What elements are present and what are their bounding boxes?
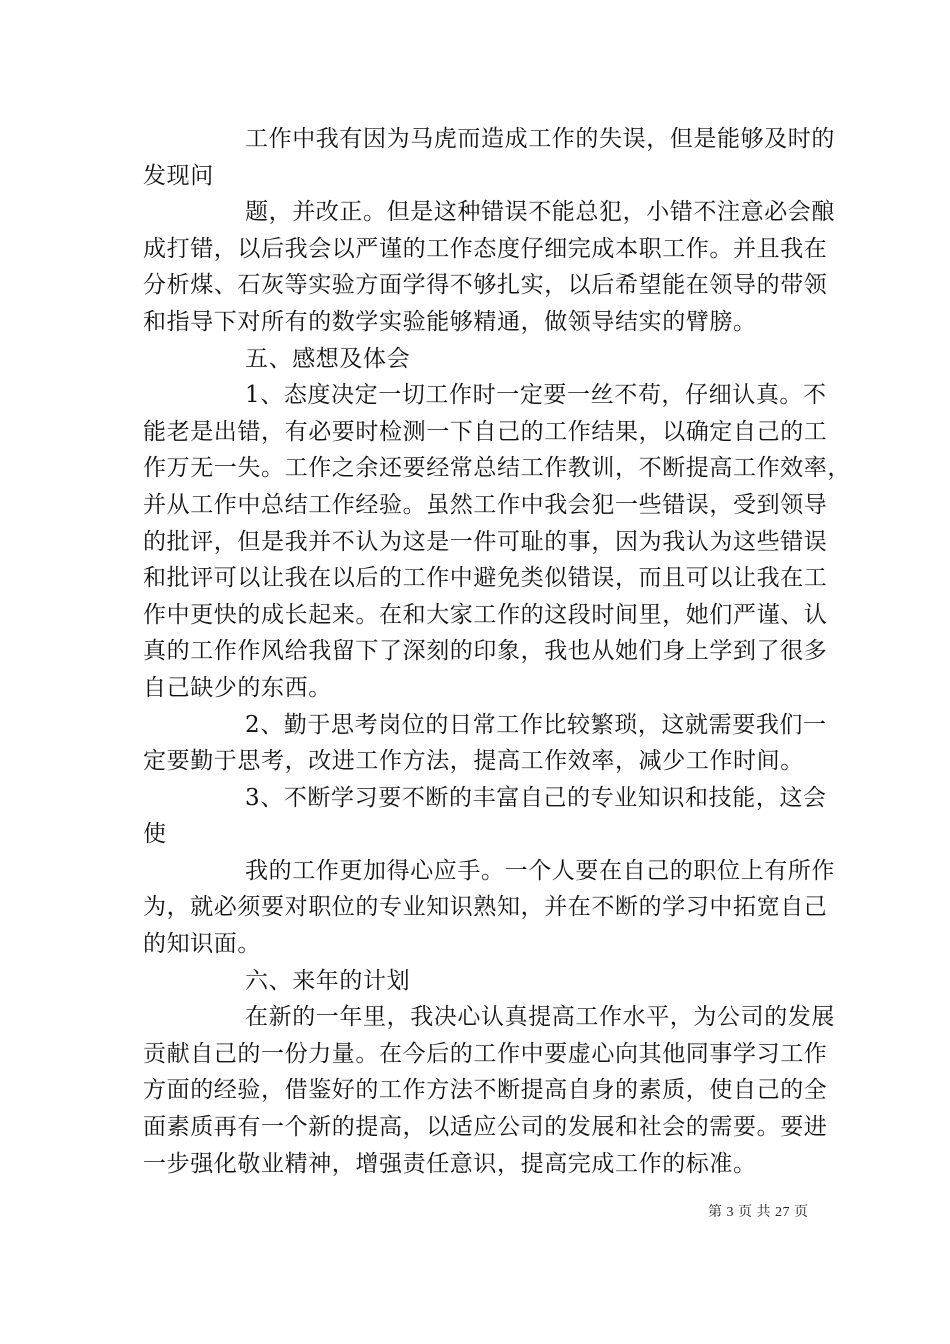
text-line: 发现问 <box>143 162 214 189</box>
text-line: 的批评，但是我并不认为这是一件可耻的事，因为我认为这些错误 <box>143 528 828 555</box>
text-line: 面素质再有一个新的提高，以适应公司的发展和社会的需要。要进 <box>143 1114 828 1141</box>
text-line: 分析煤、石灰等实验方面学得不够扎实，以后希望能在领导的带领 <box>143 272 828 299</box>
document-page-body <box>143 121 851 1182</box>
text-line: 3、不断学习要不断的丰富自己的专业知识和技能，这会 <box>245 784 827 811</box>
text-line: 的知识面。 <box>143 931 261 958</box>
text-line: 和批评可以让我在以后的工作中避免类似错误，而且可以让我在工 <box>143 565 828 592</box>
text-line: 一步强化敬业精神，增强责任意识，提高完成工作的标准。 <box>143 1150 757 1177</box>
text-line: 六、来年的计划 <box>245 967 411 994</box>
text-line: 和指导下对所有的数学实验能够精通，做领导结实的臂膀。 <box>143 308 757 335</box>
text-line: 使 <box>143 821 167 848</box>
text-line: 能老是出错，有必要时检测一下自己的工作结果，以确定自己的工 <box>143 418 828 445</box>
text-line: 定要勤于思考，改进工作方法，提高工作效率，减少工作时间。 <box>143 748 804 775</box>
text-line: 我的工作更加得心应手。一个人要在自己的职位上有所作 <box>245 857 835 884</box>
text-line: 为，就必须要对职位的专业知识熟知，并在不断的学习中拓宽自己 <box>143 894 828 921</box>
text-line: 贡献自己的一份力量。在今后的工作中要虚心向其他同事学习工作 <box>143 1040 828 1067</box>
text-line: 真的工作作风给我留下了深刻的印象，我也从她们身上学到了很多 <box>143 638 828 665</box>
text-line: 作万无一失。工作之余还要经常总结工作教训，不断提高工作效率， <box>143 455 851 482</box>
text-line: 1、态度决定一切工作时一定要一丝不苟，仔细认真。不 <box>245 382 827 409</box>
page-number-footer: 第 3 页 共 27 页 <box>708 1205 809 1220</box>
text-line: 成打错，以后我会以严谨的工作态度仔细完成本职工作。并且我在 <box>143 235 828 262</box>
text-line: 方面的经验，借鉴好的工作方法不断提高自身的素质，使自己的全 <box>143 1077 828 1104</box>
text-line: 题，并改正。但是这种错误不能总犯，小错不注意必会酿 <box>245 199 835 226</box>
text-line: 自己缺少的东西。 <box>143 674 332 701</box>
text-line: 并从工作中总结工作经验。虽然工作中我会犯一些错误，受到领导 <box>143 491 828 518</box>
text-line: 作中更快的成长起来。在和大家工作的这段时间里，她们严谨、认 <box>143 601 828 628</box>
text-line: 2、勤于思考岗位的日常工作比较繁琐，这就需要我们一 <box>245 711 827 738</box>
text-line: 在新的一年里，我决心认真提高工作水平，为公司的发展 <box>245 1004 835 1031</box>
text-line: 工作中我有因为马虎而造成工作的失误，但是能够及时的 <box>245 126 835 152</box>
text-line: 五、感想及体会 <box>245 345 411 372</box>
